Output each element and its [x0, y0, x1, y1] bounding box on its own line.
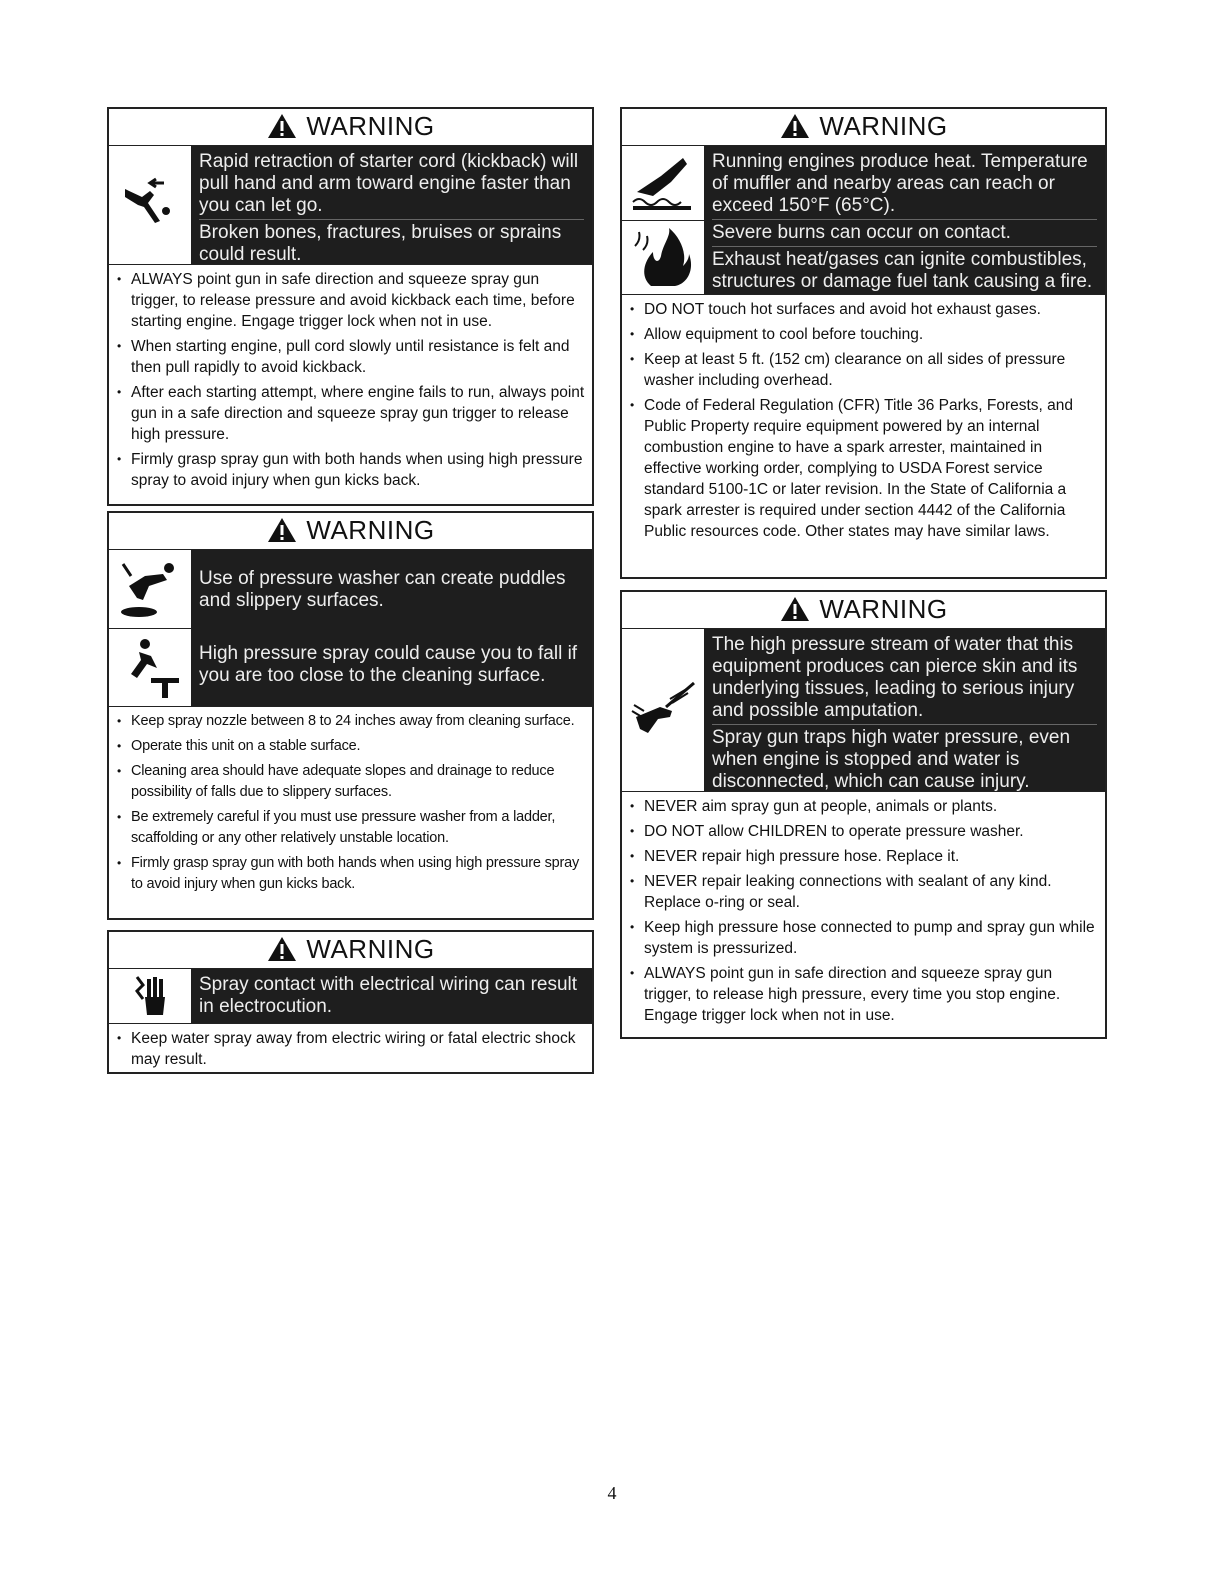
list-item: • ALWAYS point gun in safe direction and squeeze spray gun trigger, to release high pressure, every time you stop engine. Engage trigger lock when not in use.: [644, 963, 1099, 1026]
warning-triangle-icon: [779, 112, 811, 140]
warning-header: [109, 109, 592, 146]
hazard-message: Broken bones, fractures, bruises or sprains could result.: [199, 222, 562, 265]
hot-surface-icon: [622, 146, 704, 221]
warning-triangle-icon: [266, 935, 298, 963]
high-pressure-injection-icon: [622, 629, 704, 791]
safety-bullet-list: [622, 792, 1105, 1034]
list-item: • Keep high pressure hose connected to pump and spray gun while system is pressurized.: [644, 917, 1099, 959]
list-item: • Keep water spray away from electric wiring or fatal electric shock may result.: [131, 1028, 586, 1070]
warning-header: [109, 932, 592, 969]
hazard-message: Spray gun traps high water pressure, even when engine is stopped and water is disconnected, which can cause injury.: [712, 727, 1071, 792]
list-item: • Keep spray nozzle between 8 to 24 inches away from cleaning surface.: [131, 711, 586, 732]
safety-bullet-list: [622, 295, 1105, 550]
list-item: • NEVER repair leaking connections with sealant of any kind. Replace o-ring or seal.: [644, 871, 1099, 913]
list-item: • DO NOT touch hot surfaces and avoid hot exhaust gases.: [644, 299, 1099, 320]
warning-triangle-icon: [779, 595, 811, 623]
warning-header: [622, 109, 1105, 146]
list-item: • Operate this unit on a stable surface.: [131, 736, 586, 757]
list-item: • Be extremely careful if you must use pressure washer from a ladder, scaffolding or any other relatively unstable location.: [131, 807, 586, 849]
hazard-message: Severe burns can occur on contact.: [712, 222, 1011, 243]
kickback-hazard-icon: [109, 146, 191, 264]
list-item: • DO NOT allow CHILDREN to operate pressure washer.: [644, 821, 1099, 842]
hazard-message: Exhaust heat/gases can ignite combustibles, structures or damage fuel tank causing a fire.: [712, 249, 1093, 292]
warning-title: WARNING: [306, 111, 435, 141]
list-item: • Firmly grasp spray gun with both hands when using high pressure spray to avoid injury when gun kicks back.: [131, 449, 586, 491]
fire-hazard-icon: [622, 221, 704, 295]
page-number: 4: [607, 1483, 617, 1503]
warning-box-electrical: [107, 930, 594, 1074]
warning-title: WARNING: [306, 934, 435, 964]
list-item: • After each starting attempt, where engine fails to run, always point gun in a safe direction and squeeze spray gun trigger to release high pressure.: [131, 382, 586, 445]
warning-box-injection: [620, 590, 1107, 1039]
list-item: • Cleaning area should have adequate slopes and drainage to reduce possibility of falls due to slippery surfaces.: [131, 761, 586, 803]
list-item: • Keep at least 5 ft. (152 cm) clearance on all sides of pressure washer including overhead.: [644, 349, 1099, 391]
hazard-message: High pressure spray could cause you to fall if you are too close to the cleaning surface.: [199, 642, 578, 686]
hazard-message: Rapid retraction of starter cord (kickback) will pull hand and arm toward engine faster than you can let go.: [199, 151, 579, 216]
safety-bullet-list: [109, 1024, 592, 1078]
warning-triangle-icon: [266, 516, 298, 544]
safety-bullet-list: [109, 265, 592, 499]
hazard-message: Running engines produce heat. Temperature of muffler and nearby areas can reach or exceed 150°F (65°C).: [712, 151, 1088, 216]
hazard-message: The high pressure stream of water that this equipment produces can pierce skin and its underlying tissues, leading to serious injury and possible amputation.: [712, 634, 1078, 721]
list-item: • Allow equipment to cool before touching.: [644, 324, 1099, 345]
safety-bullet-list: [109, 707, 592, 903]
warning-triangle-icon: [266, 112, 298, 140]
warning-box-heat: [620, 107, 1107, 579]
warning-title: WARNING: [819, 594, 948, 624]
warning-title: WARNING: [819, 111, 948, 141]
list-item: • Code of Federal Regulation (CFR) Title 36 Parks, Forests, and Public Property require equipment powered by an internal combustion engine to have a spark arrester, maintained in effective working order, complying to USDA Forest service standard 5100-1C or later revision. In the State of California a spark arrester is required under section 4442 of the California Public resources code. Other states may have similar laws.: [644, 395, 1099, 542]
list-item: • NEVER aim spray gun at people, animals or plants.: [644, 796, 1099, 817]
slip-hazard-icon: [109, 550, 191, 629]
fall-hazard-icon: [109, 629, 191, 707]
warning-header: [109, 513, 592, 550]
warning-title: WARNING: [306, 515, 435, 545]
warning-header: [622, 592, 1105, 629]
warning-box-slippery: [107, 511, 594, 920]
list-item: • NEVER repair high pressure hose. Replace it.: [644, 846, 1099, 867]
warning-box-kickback: [107, 107, 594, 506]
list-item: • ALWAYS point gun in safe direction and squeeze spray gun trigger, to release pressure and avoid kickback each time, before starting engine. Engage trigger lock when not in use.: [131, 269, 586, 332]
hazard-message: Use of pressure washer can create puddles and slippery surfaces.: [199, 568, 566, 612]
electrocution-icon: [109, 969, 191, 1023]
list-item: • Firmly grasp spray gun with both hands when using high pressure spray to avoid injury when gun kicks back.: [131, 853, 586, 895]
hazard-message: Spray contact with electrical wiring can result in electrocution.: [199, 973, 578, 1017]
list-item: • When starting engine, pull cord slowly until resistance is felt and then pull rapidly to avoid kickback.: [131, 336, 586, 378]
